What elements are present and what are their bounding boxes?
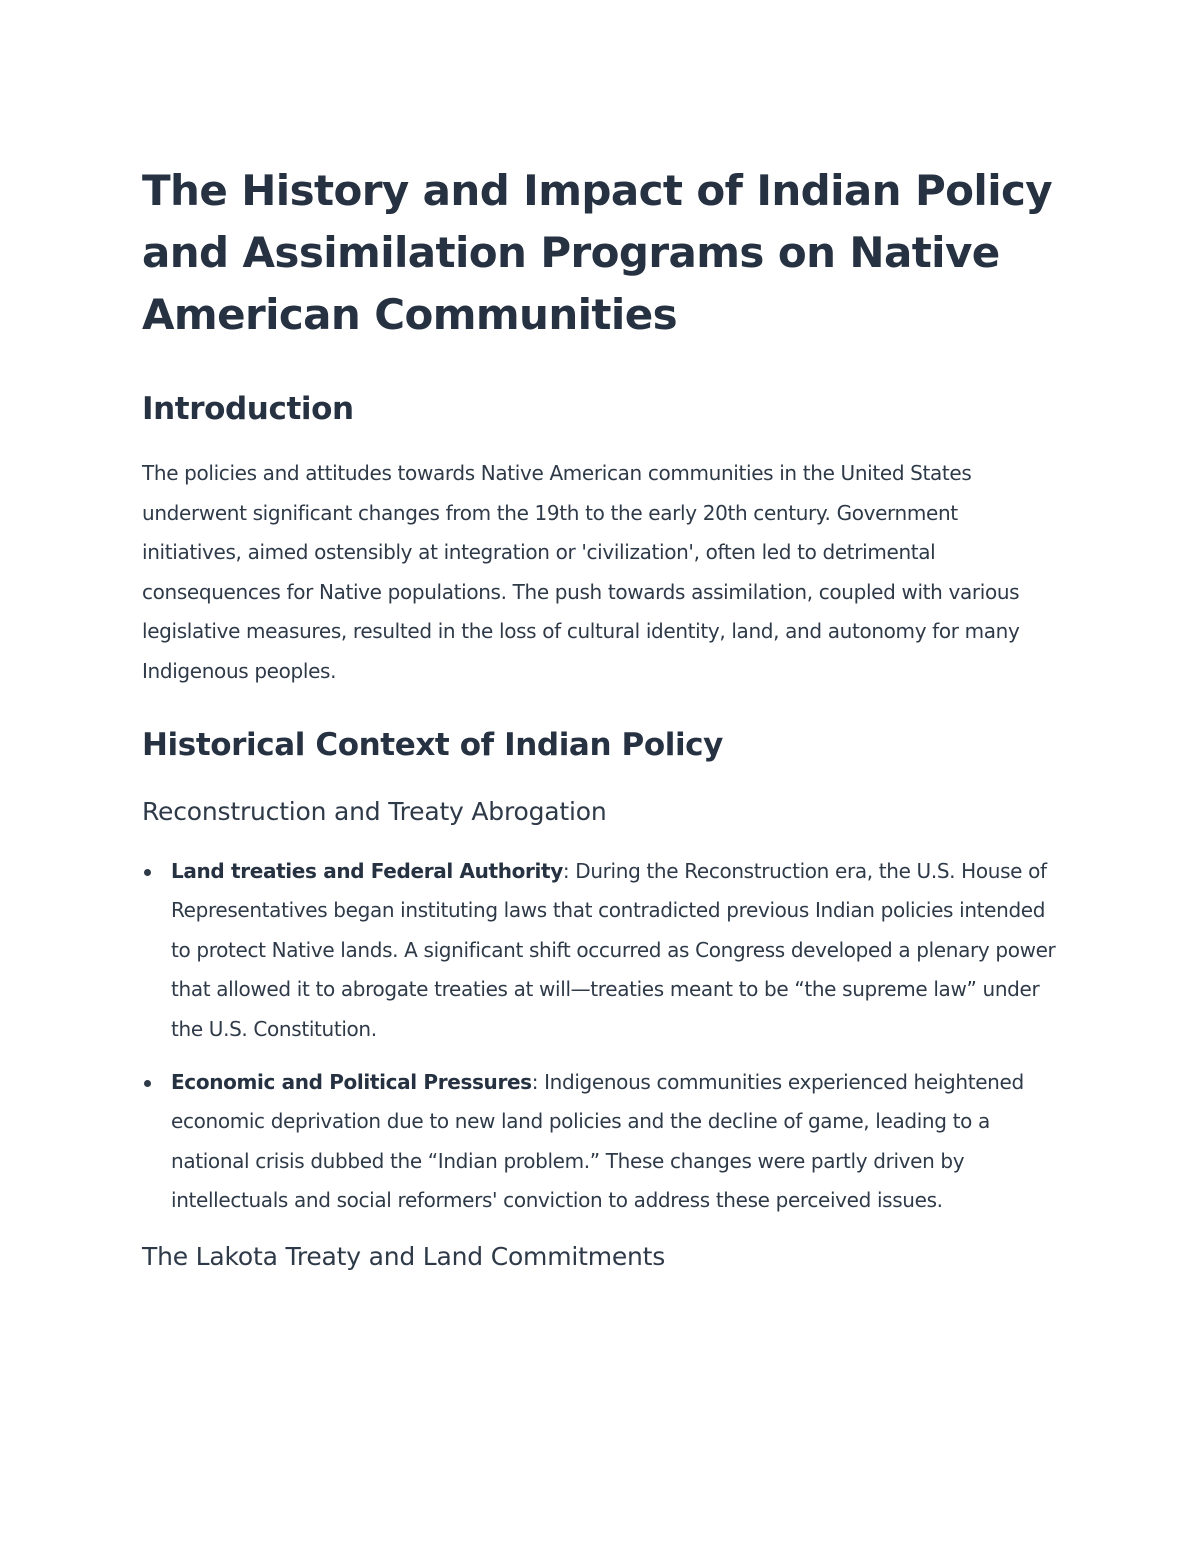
introduction-paragraph: The policies and attitudes towards Native American communities in the United States underwent significant changes from the 19th to the early 20th century. Government initiatives, aimed ostensibly at integration or 'civilization', often led to detrimental consequences for Native populations. The push towards assimilation, coupled with various legislative measures, resulted in the loss of cultural identity, land, and autonomy for many Indigenous peoples. <box>142 461 1020 683</box>
bullet-term: Land treaties and Federal Authority <box>171 858 563 883</box>
document-page <box>142 160 1062 1275</box>
bullet-text: : During the Reconstruction era, the U.S. House of Representatives began instituting laws that contradicted previous Indian policies intended to protect Native lands. A significant shift occurred as Congress developed a plenary power that allowed it to abrogate treaties at will—treaties meant to be “the supreme law” under the U.S. Constitution. <box>171 858 1056 1041</box>
reconstruction-bullet-list <box>142 852 1062 1221</box>
bullet-icon <box>144 869 151 876</box>
introduction-section <box>142 388 1062 692</box>
bullet-term: Economic and Political Pressures <box>171 1069 532 1094</box>
list-item <box>142 852 1062 1050</box>
reconstruction-subheading: Reconstruction and Treaty Abrogation <box>142 796 607 826</box>
list-item <box>142 1063 1062 1221</box>
historical-context-heading: Historical Context of Indian Policy <box>142 726 723 763</box>
introduction-heading: Introduction <box>142 391 354 427</box>
bullet-icon <box>144 1080 151 1087</box>
historical-context-section <box>142 724 1062 1275</box>
lakota-treaty-subheading: The Lakota Treaty and Land Commitments <box>142 1241 666 1271</box>
document-title: The History and Impact of Indian Policy and Assimilation Programs on Native American Communities <box>142 166 1053 339</box>
bullet-text: : Indigenous communities experienced heightened economic deprivation due to new land policies and the decline of game, leading to a national crisis dubbed the “Indian problem.” These changes were partly driven by intellectuals and social reformers' conviction to address these perceived issues. <box>171 1069 1024 1213</box>
